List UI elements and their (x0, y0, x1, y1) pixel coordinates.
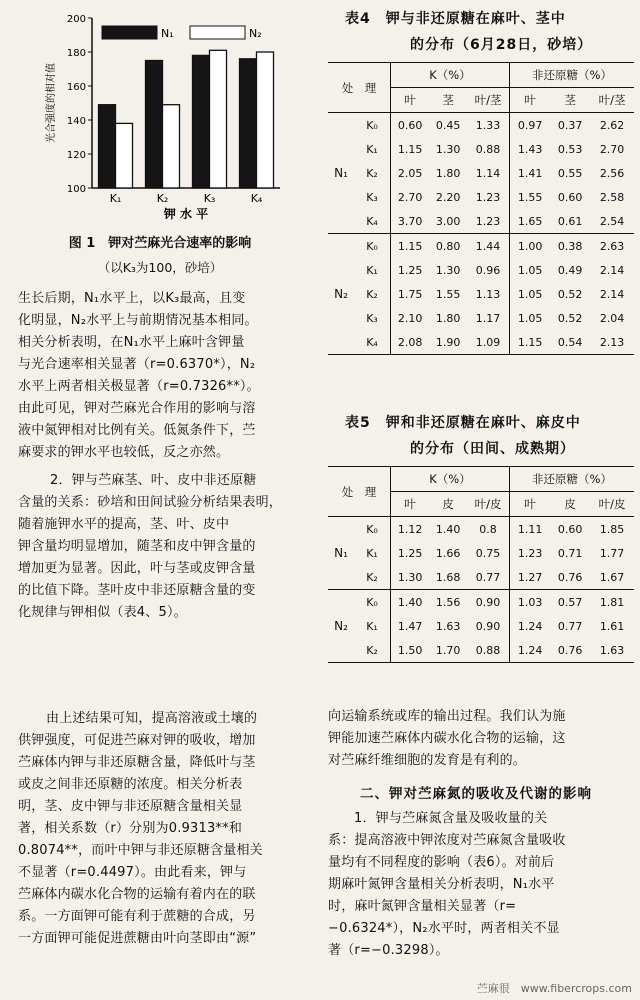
value-cell: 1.70 (429, 638, 467, 663)
potassium-level-cell: K₄ (354, 209, 391, 234)
table-row (328, 590, 634, 615)
value-cell: 3.00 (429, 209, 467, 234)
nitrogen-level-label: N₁ (328, 517, 354, 590)
table4-sugar-header: 非还原糖（%） (509, 63, 634, 88)
section-two-title: 二、钾对苎麻氮的吸收及代谢的影响 (360, 786, 592, 802)
table-row (328, 330, 634, 355)
bar-n-2 (146, 61, 163, 189)
table4-title: 表4 钾与非还原糖在麻叶、茎中 (345, 11, 566, 27)
table-row (328, 638, 634, 663)
y-tick-label: 180 (66, 48, 86, 59)
value-cell: 1.63 (590, 638, 634, 663)
value-cell: 1.50 (391, 638, 430, 663)
table5-title: 表5 钾和非还原糖在麻叶、麻皮中 (345, 415, 581, 431)
value-cell: 1.05 (509, 306, 550, 330)
value-cell: 0.97 (509, 113, 550, 138)
value-cell: 1.05 (509, 282, 550, 306)
value-cell: 1.44 (475, 239, 501, 253)
value-cell: 0.96 (475, 263, 501, 277)
bar-n-3 (210, 50, 227, 188)
value-cell: 1.80 (435, 166, 461, 180)
value-cell: 0.76 (550, 638, 590, 663)
value-cell: 0.76 (550, 565, 590, 590)
value-cell: 0.52 (557, 311, 583, 325)
y-tick-label: 140 (66, 116, 86, 127)
legend-label-n2: N₂ (249, 27, 262, 40)
value-cell: 2.58 (599, 190, 625, 204)
bar-n-4 (240, 59, 257, 188)
value-cell: 1.24 (509, 614, 550, 638)
table5: 处 理 K（%） 非还原糖（%） 叶 皮 叶/皮 叶 皮 叶/皮 N₁ K₀ 1.12 1.40 0.8 1.11 0.60 1.85 K₁ 1.25 1.66 0.75 1.23 0.71 1.77 K₂ 1.30 1.68 0.77 1.27 0.76 1.67 N₂ K₀ 1.40 1.56 0.90 1.03 0.57 1.81 K₁ 1.47 1.63 0.90 1.24 0.77 1.61 K₂ 1.50 1.70 0.88 1.24 0.76 1.63 (328, 466, 634, 663)
table5-sugar-header: 非还原糖（%） (509, 467, 634, 492)
value-cell: 1.65 (509, 209, 550, 234)
value-cell: 1.11 (509, 517, 550, 542)
value-cell: 1.33 (475, 118, 501, 132)
table-row (328, 517, 634, 542)
bar-n-1 (99, 105, 116, 188)
value-cell: 0.53 (557, 142, 583, 156)
value-cell: 1.61 (599, 619, 625, 633)
value-cell: 1.81 (599, 595, 625, 609)
value-cell: 2.70 (599, 142, 625, 156)
value-cell: 3.70 (391, 209, 430, 234)
value-cell: 0.55 (557, 166, 583, 180)
value-cell: 1.05 (509, 258, 550, 282)
value-cell: 1.30 (435, 142, 461, 156)
potassium-level-cell: K₄ (354, 330, 391, 355)
potassium-level-cell: K₃ (354, 185, 391, 209)
value-cell: 0.71 (557, 546, 583, 560)
value-cell: 0.90 (475, 619, 501, 633)
value-cell: 1.30 (391, 565, 430, 590)
value-cell: 1.67 (590, 565, 634, 590)
value-cell: 1.66 (435, 546, 461, 560)
value-cell: 1.17 (475, 311, 501, 325)
table-row (328, 209, 634, 234)
table4-k-header: K（%） (391, 63, 510, 88)
value-cell: 1.23 (475, 190, 501, 204)
value-cell: 0.60 (557, 190, 583, 204)
y-tick-label: 120 (66, 150, 86, 161)
potassium-level-cell: K₀ (354, 517, 391, 542)
potassium-level-cell: K₃ (354, 306, 391, 330)
y-tick-label: 160 (66, 82, 86, 93)
value-cell: 1.56 (435, 595, 461, 609)
value-cell: 1.90 (429, 330, 467, 355)
value-cell: 0.52 (557, 287, 583, 301)
value-cell: 0.60 (397, 118, 423, 132)
nitrogen-level-label: N₂ (328, 234, 354, 355)
bar-chart (40, 8, 290, 223)
potassium-level-cell: K₂ (354, 638, 391, 663)
potassium-level-cell: K₁ (354, 614, 391, 638)
watermark: 苎麻很 www.fibercrops.com (476, 982, 632, 995)
right-paragraph-2: 1．钾与苎麻氮含量及吸收量的关 系：提高溶液中钾浓度对苎麻氮含量吸收 量均有不同程度的影响（表6）。对前后 期麻叶氮钾含量相关分析表明，N₁水平 时，麻叶氮钾含量相关显著（r= −0.6324*），N₂水平时，两者相关不显 著（r=−0.3298）。 (328, 811, 566, 958)
value-cell: 1.00 (509, 234, 550, 259)
x-axis-label: 钾 水 平 (163, 207, 209, 221)
value-cell: 1.23 (509, 541, 550, 565)
table5-subtitle: 的分布（田间、成熟期） (410, 441, 575, 457)
x-tick-label: K₁ (109, 192, 122, 205)
figure-subcaption: （以K₃为100，砂培） (97, 260, 223, 275)
left-paragraph-2: 2．钾与苎麻茎、叶、皮中非还原糖 含量的关系：砂培和田间试验分析结果表明， 随着施钾水平的提高，茎、叶、皮中 钾含量均明显增加，随茎和皮中钾含量的 增加更为显著。因此，叶与茎或皮钾含量 的比值下降。茎叶皮中非还原糖含量的变 化规律与钾相似（表4、5）。 (18, 473, 283, 620)
table-row (328, 541, 634, 565)
value-cell: 1.63 (435, 619, 461, 633)
table-row (328, 306, 634, 330)
legend-label-n1: N₁ (161, 27, 174, 40)
value-cell: 0.77 (467, 565, 509, 590)
value-cell: 0.77 (557, 619, 583, 633)
potassium-level-cell: K₂ (354, 282, 391, 306)
value-cell: 2.04 (599, 311, 625, 325)
y-tick-label: 100 (66, 184, 86, 195)
value-cell: 1.15 (397, 239, 423, 253)
value-cell: 2.14 (599, 287, 625, 301)
value-cell: 1.41 (509, 161, 550, 185)
legend-swatch-n2 (190, 26, 245, 39)
value-cell: 1.24 (509, 638, 550, 663)
value-cell: 1.15 (509, 330, 550, 355)
value-cell: 2.70 (397, 190, 423, 204)
table-row (328, 161, 634, 185)
value-cell: 1.40 (397, 595, 423, 609)
table-row (328, 565, 634, 590)
value-cell: 2.08 (391, 330, 430, 355)
value-cell: 2.63 (599, 239, 625, 253)
value-cell: 0.38 (557, 239, 583, 253)
value-cell: 0.60 (557, 522, 583, 536)
x-tick-label: K₂ (156, 192, 169, 205)
value-cell: 2.62 (599, 118, 625, 132)
value-cell: 0.75 (475, 546, 501, 560)
bar-n-1 (116, 123, 133, 188)
value-cell: 1.25 (397, 546, 423, 560)
bar-n-3 (193, 55, 210, 188)
legend-swatch-n1 (102, 26, 157, 39)
value-cell: 1.30 (435, 263, 461, 277)
table5-k-header: K（%） (391, 467, 510, 492)
value-cell: 1.40 (435, 522, 461, 536)
value-cell: 2.56 (599, 166, 625, 180)
potassium-level-cell: K₀ (354, 234, 391, 259)
value-cell: 0.88 (467, 638, 509, 663)
value-cell: 1.27 (509, 565, 550, 590)
potassium-level-cell: K₁ (354, 137, 391, 161)
nitrogen-level-label: N₁ (328, 113, 354, 234)
potassium-level-cell: K₁ (354, 541, 391, 565)
value-cell: 2.14 (599, 263, 625, 277)
table-row (328, 282, 634, 306)
value-cell: 0.49 (557, 263, 583, 277)
value-cell: 1.25 (397, 263, 423, 277)
value-cell: 1.85 (599, 522, 625, 536)
y-axis-label: 光合强度的相对值 (46, 63, 57, 143)
value-cell: 0.57 (557, 595, 583, 609)
value-cell: 1.03 (509, 590, 550, 615)
value-cell: 0.37 (557, 118, 583, 132)
value-cell: 0.61 (550, 209, 590, 234)
table5-treatment-header: 处 理 (328, 467, 391, 517)
value-cell: 0.45 (435, 118, 461, 132)
table-row (328, 234, 634, 259)
left-paragraph-3: 由上述结果可知，提高溶液或土壤的 供钾强度，可促进苎麻对钾的吸收，增加 苎麻体内钾与非还原糖含量，降低叶与茎 或皮之间非还原糖的浓度。相关分析表 明，茎、皮中钾与非还原糖含量相关显 著，相关系数（r）分别为0.9313**和 0.8074**，而叶中钾与非还原糖含量相关 不显著（r=0.4497）。由此看来，钾与 苎麻体内碳水化合物的运输有着内在的联 系。一方面钾可能有利于蔗糖的合成，另 一方面钾可能促进蔗糖由叶向茎即由“源” (18, 711, 263, 946)
bar-n-2 (163, 105, 180, 188)
value-cell: 1.80 (435, 311, 461, 325)
value-cell: 1.15 (397, 142, 423, 156)
table-row (328, 614, 634, 638)
value-cell: 0.90 (475, 595, 501, 609)
potassium-level-cell: K₁ (354, 258, 391, 282)
table4: 处 理 K（%） 非还原糖（%） 叶 茎 叶/茎 叶 茎 叶/茎 N₁ K₀ 0.60 0.45 1.33 0.97 0.37 2.62 K₁ 1.15 1.30 0.88 1.43 0.53 2.70 K₂ 2.05 1.80 1.14 1.41 0.55 2.56 K₃ 2.70 2.20 1.23 1.55 0.60 2.58 K₄ 3.70 3.00 1.23 1.65 0.61 2.54 N₂ K₀ 1.15 0.80 1.44 1.00 0.38 2.63 K₁ 1.25 1.30 0.96 1.05 0.49 2.14 K₂ 1.75 1.55 1.13 1.05 0.52 2.14 K₃ 2.10 1.80 1.17 1.05 0.52 2.04 K₄ 2.08 1.90 1.09 1.15 0.54 2.13 (328, 62, 634, 355)
table-row (328, 137, 634, 161)
value-cell: 1.13 (475, 287, 501, 301)
table-row (328, 113, 634, 138)
value-cell: 0.88 (475, 142, 501, 156)
value-cell: 1.23 (467, 209, 509, 234)
table-row (328, 185, 634, 209)
y-tick-label: 200 (66, 14, 86, 25)
value-cell: 1.12 (397, 522, 423, 536)
value-cell: 1.75 (397, 287, 423, 301)
potassium-level-cell: K₀ (354, 113, 391, 138)
right-paragraph-1: 向运输系统或库的输出过程。我们认为施 钾能加速苎麻体内碳水化合物的运输，这 对苎麻纤维细胞的发育是有利的。 (328, 709, 566, 768)
value-cell: 1.43 (509, 137, 550, 161)
bar-n-4 (257, 52, 274, 188)
value-cell: 2.54 (590, 209, 634, 234)
value-cell: 1.47 (397, 619, 423, 633)
value-cell: 2.05 (397, 166, 423, 180)
value-cell: 2.13 (590, 330, 634, 355)
value-cell: 1.68 (429, 565, 467, 590)
value-cell: 1.14 (475, 166, 501, 180)
value-cell: 1.77 (599, 546, 625, 560)
table-row (328, 258, 634, 282)
value-cell: 2.10 (397, 311, 423, 325)
nitrogen-level-label: N₂ (328, 590, 354, 663)
x-tick-label: K₃ (203, 192, 216, 205)
value-cell: 2.20 (435, 190, 461, 204)
table4-treatment-header: 处 理 (328, 63, 391, 113)
value-cell: 1.09 (467, 330, 509, 355)
table4-subtitle: 的分布（6月28日，砂培） (410, 37, 593, 53)
potassium-level-cell: K₀ (354, 590, 391, 615)
value-cell: 1.55 (509, 185, 550, 209)
left-paragraph-1: 生长后期，N₁水平上，以K₃最高，且变 化明显，N₂水平上与前期情况基本相同。 相关分析表明，在N₁水平上麻叶含钾量 与光合速率相关显著（r=0.6370*），N₂ 水平上两者相关极显著（r=0.7326**）。 由此可见，钾对苎麻光合作用的影响与溶 液中氮钾相对比例有关。低氮条件下，苎 麻要求的钾水平也较低，反之亦然。 (18, 291, 260, 460)
potassium-level-cell: K₂ (354, 161, 391, 185)
value-cell: 0.8 (479, 522, 497, 536)
potassium-level-cell: K₂ (354, 565, 391, 590)
value-cell: 0.80 (435, 239, 461, 253)
x-tick-label: K₄ (250, 192, 263, 205)
figure-caption: 图 1 钾对苎麻光合速率的影响 (68, 236, 252, 251)
value-cell: 0.54 (550, 330, 590, 355)
value-cell: 1.55 (435, 287, 461, 301)
